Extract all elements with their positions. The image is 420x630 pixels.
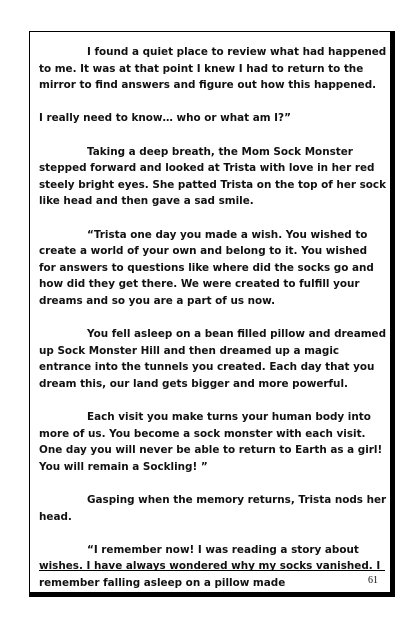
paragraph: You fell asleep on a bean filled pillow and dreamed up Sock Monster Hill and then dreamed up a magic entrance into the tunnels you created. Each day that you dream this, our land gets bigger and more powerful.: [39, 328, 387, 390]
paragraph: I really need to know… who or what am I?”: [39, 112, 291, 125]
body-text: [39, 44, 387, 608]
paragraph: Gasping when the memory returns, Trista nods her head.: [39, 494, 387, 523]
footer-rule: [39, 570, 385, 571]
paragraph: I found a quiet place to review what had happened to me. It was at that point I knew I had to return to the mirror to find answers and figure out how this happened.: [39, 46, 387, 92]
paragraph: Taking a deep breath, the Mom Sock Monster stepped forward and looked at Trista with love in her red steely bright eyes. She patted Trista on the top of her sock like head and then gave a sad smile.: [39, 145, 386, 208]
paragraph: “Trista one day you made a wish. You wished to create a world of your own and belong to it. You wished for answers to questions like where did the socks go and how did they get there. We were created to fulfill your dreams and so you are a part of us now.: [39, 228, 374, 307]
paragraph: “I remember now! I was reading a story about wishes. I have always wondered why my socks vanished. I remember falling asleep on a pillow made: [39, 543, 381, 589]
paragraph: Each visit you make turns your human body into more of us. You become a sock monster with each visit. One day you will never be able to return to Earth as a girl! You will remain a Sockling! ”: [39, 411, 383, 473]
page-number: 61: [368, 575, 378, 586]
